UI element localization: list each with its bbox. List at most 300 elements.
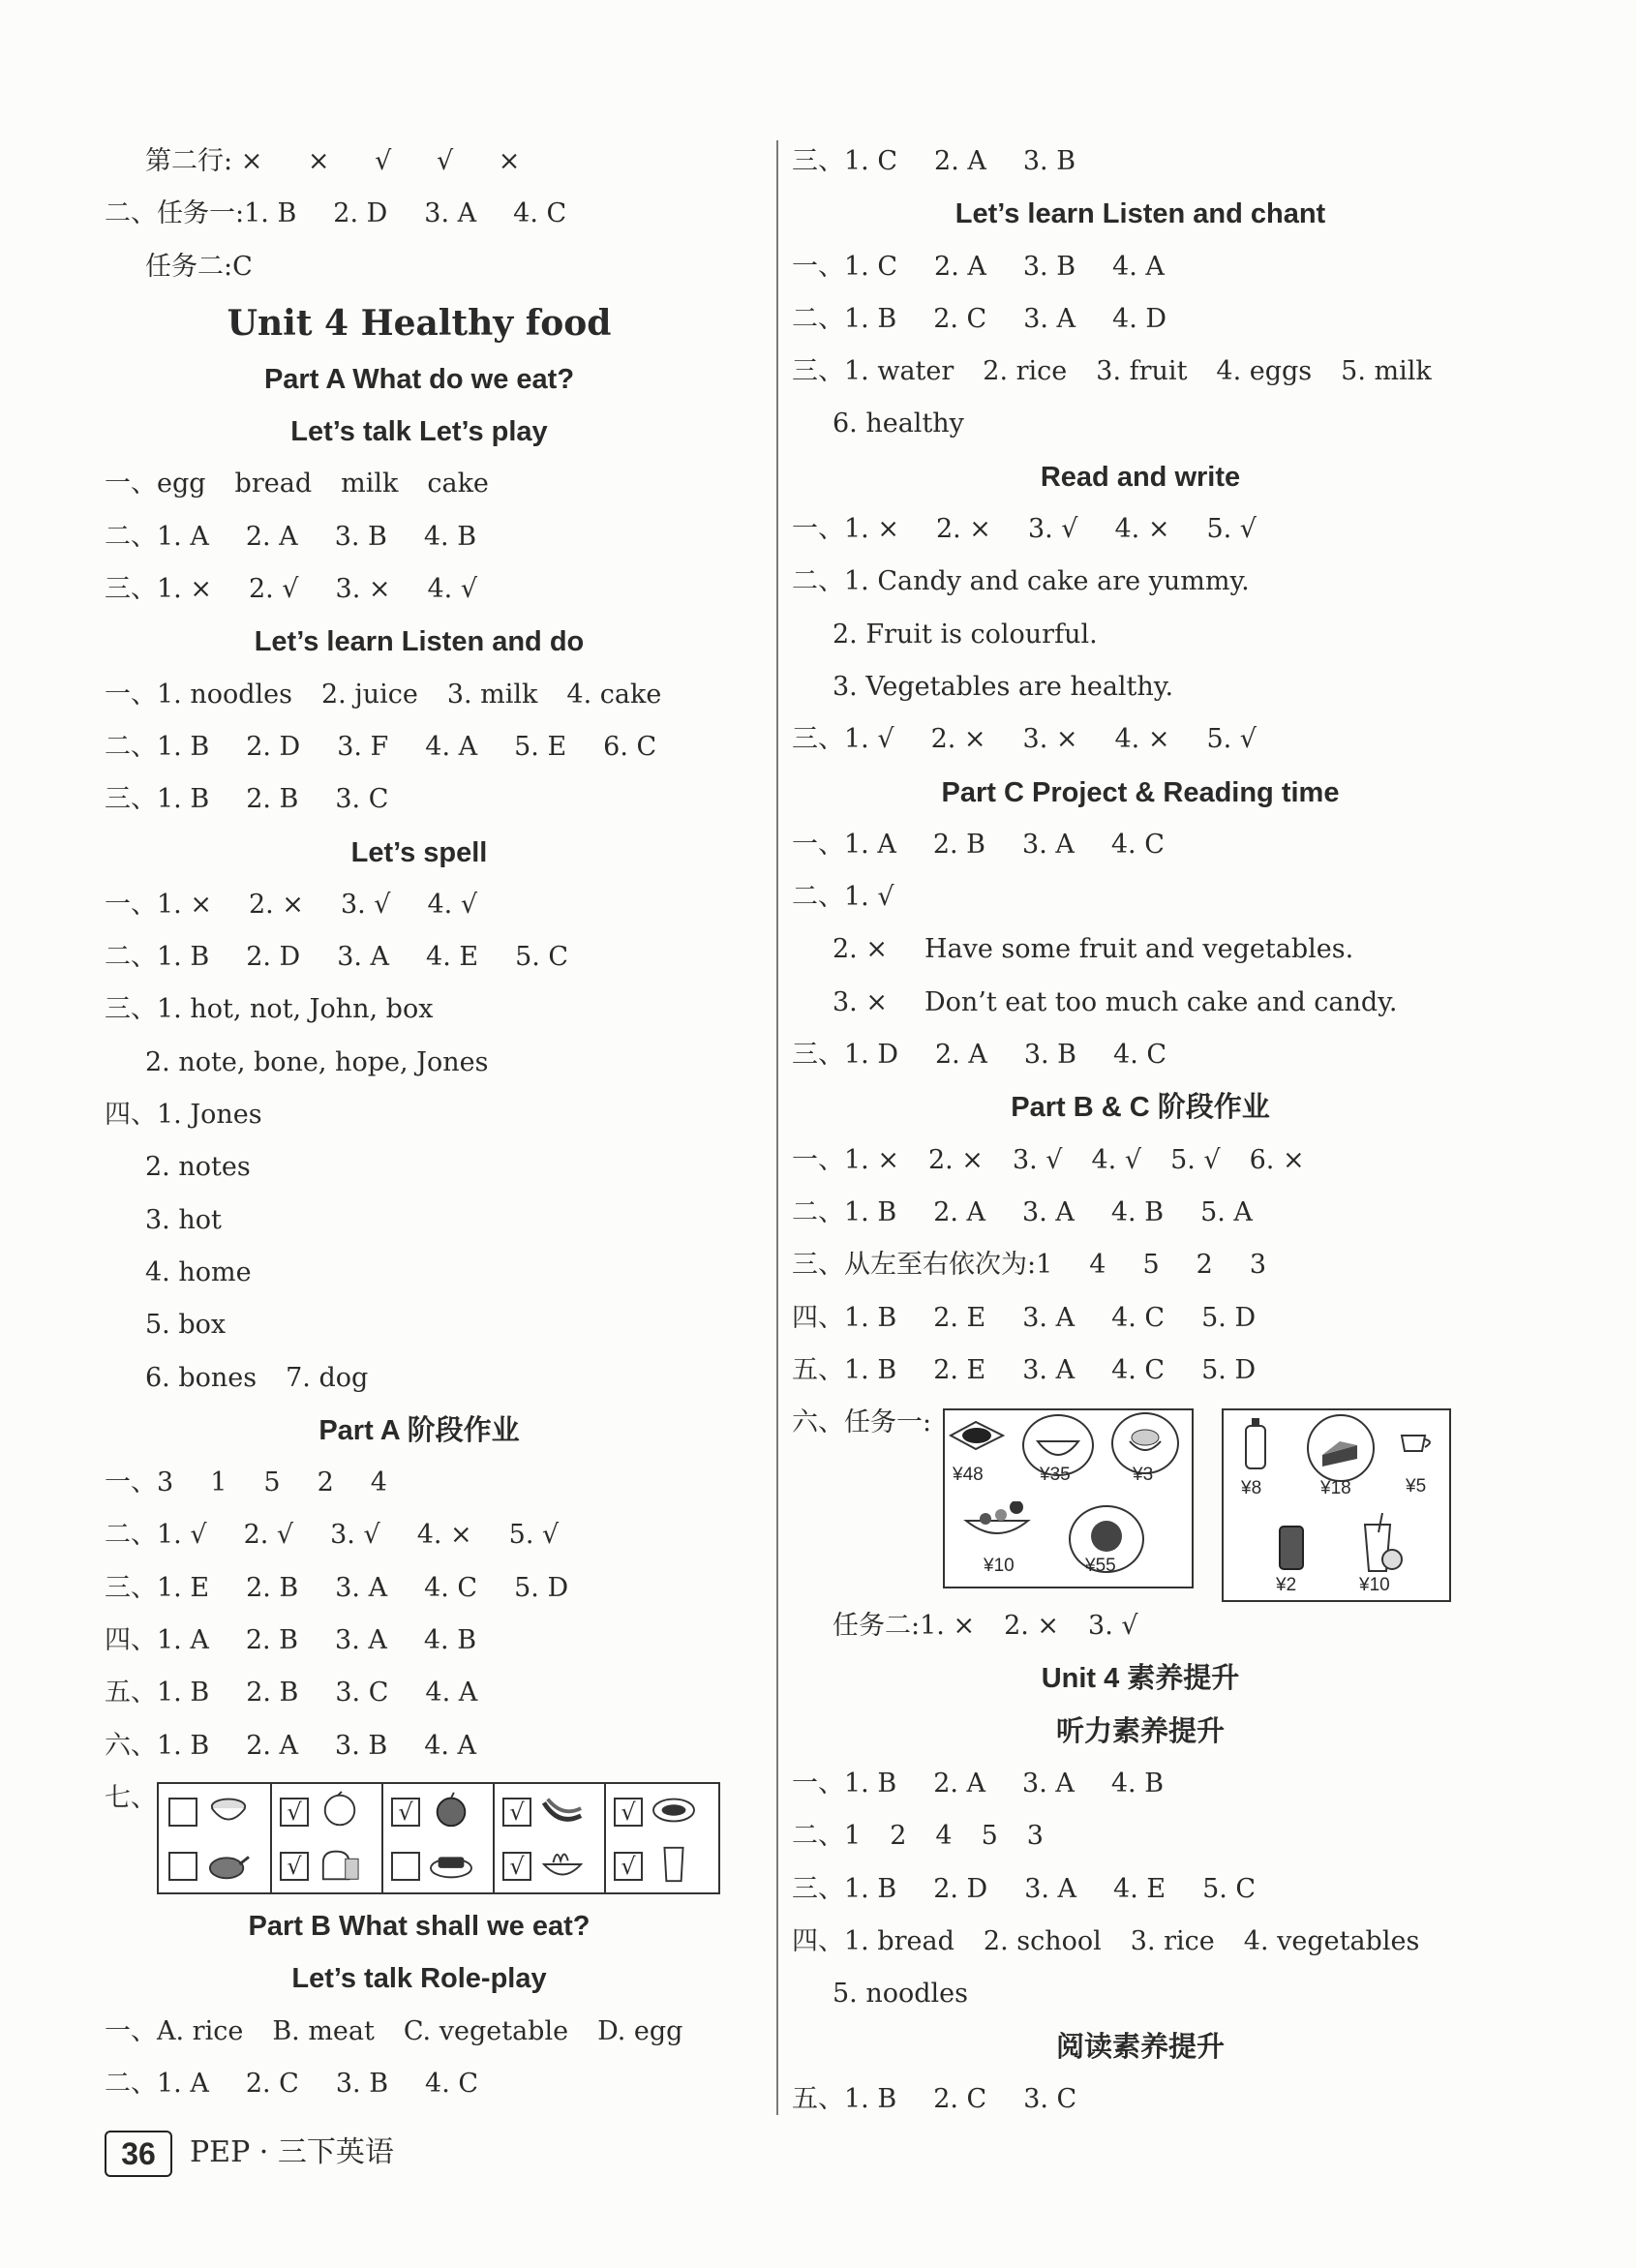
answer-line <box>792 293 1489 346</box>
answer-line: 二、1. Candy and cake are yummy. <box>792 566 1250 597</box>
left-column <box>105 136 734 2110</box>
question-number: 四、 <box>792 1302 844 1333</box>
answer-item: 5. √ <box>1170 1144 1221 1175</box>
answer-item: 3. √ <box>1012 1144 1063 1175</box>
answer-item: 2. × <box>935 514 991 545</box>
question-number: 二、 <box>105 942 157 973</box>
food-grid-cell <box>270 1784 381 1838</box>
answer-line: 四、1. Jones <box>105 1100 262 1131</box>
answer-line <box>792 1292 1489 1345</box>
checkbox <box>391 1852 420 1881</box>
answer-item: 2. A <box>935 1040 987 1071</box>
answer-line <box>792 503 1489 556</box>
answer-item: 1. B <box>844 1769 897 1799</box>
question-number: 任务二: <box>833 1611 921 1642</box>
answer-item: 4. × <box>416 1520 472 1551</box>
answer-item: 2. C <box>933 303 987 334</box>
answer-item: 2 <box>317 1467 334 1498</box>
answer-line <box>105 511 734 563</box>
food-grid-cell <box>604 1784 715 1838</box>
answer-item: 5. √ <box>508 1520 560 1551</box>
answer-item: 3. A <box>335 1572 388 1603</box>
answer-item: 5. √ <box>1206 514 1257 545</box>
answer-item: 1. D <box>844 1040 898 1071</box>
food-grid-cell <box>493 1784 604 1838</box>
answer-line: 2. × Have some fruit and vegetables. <box>833 934 1354 965</box>
answer-item: 2. juice <box>321 679 418 710</box>
answer-item: 6. C <box>603 731 657 762</box>
page-footer <box>105 2130 394 2176</box>
checkbox: √ <box>614 1798 643 1827</box>
question-number: 三、 <box>792 1040 844 1071</box>
answer-item: 3. milk <box>446 679 538 710</box>
answer-item: 3. A <box>1022 829 1075 860</box>
answer-item: 2. D <box>333 198 388 229</box>
checkbox: √ <box>391 1798 420 1827</box>
question-number: 三、 <box>792 146 844 176</box>
answer-item: 1. B <box>844 1302 897 1333</box>
answer-item: 2 <box>890 1821 907 1852</box>
question-number: 一、 <box>792 514 844 545</box>
answer-item: 4. E <box>1113 1873 1166 1904</box>
answer-line <box>792 241 1489 293</box>
question-number: 二、 <box>792 1821 844 1852</box>
question-number: 三、从左至右依次为: <box>792 1250 1037 1281</box>
answer-item: 5 <box>1142 1250 1160 1281</box>
answer-item: 3. C <box>335 784 389 815</box>
answer-item: 3. A <box>424 198 477 229</box>
answer-item: 4. eggs <box>1216 356 1313 387</box>
answer-item: 2. rice <box>983 356 1068 387</box>
answer-item: 4. × <box>1114 724 1170 755</box>
unit-title: Unit 4 Healthy food <box>227 302 612 344</box>
answer-item: 1. noodles <box>157 679 292 710</box>
checkbox <box>168 1852 197 1881</box>
question-number: 二、 <box>105 1520 157 1551</box>
question-number: 五、 <box>792 1354 844 1385</box>
answer-item: 2. × <box>248 889 304 920</box>
answer-item: 3. × <box>335 574 391 605</box>
answer-item: 1 <box>1036 1250 1053 1281</box>
answer-item: 2. D <box>246 942 301 973</box>
question-number: 四、 <box>792 1925 844 1956</box>
answer-item: 1. B <box>244 198 297 229</box>
answer-item: 3 <box>1026 1821 1044 1852</box>
answer-item: 3. B <box>1022 146 1076 176</box>
question-number: 六、 <box>105 1730 157 1761</box>
answer-item: 2. E <box>933 1354 986 1385</box>
answer-line <box>105 2058 734 2110</box>
answer-item: 4. B <box>423 1625 477 1656</box>
answer-item: 1. √ <box>157 1520 207 1551</box>
answer-item: 4. D <box>1112 303 1167 334</box>
question-number: 一、 <box>105 1467 157 1498</box>
answer-line <box>792 1239 1489 1291</box>
answer-line: 任务二:C <box>145 251 253 282</box>
answer-item: 2. A <box>246 1730 299 1761</box>
answer-item: 2. × <box>927 1144 984 1175</box>
section-heading: 阅读素养提升 <box>1055 2031 1225 2063</box>
checkbox: √ <box>280 1852 309 1881</box>
question-number: 一、 <box>792 1144 844 1175</box>
answer-item: 4. C <box>424 1572 478 1603</box>
question-number: 二、 <box>792 303 844 334</box>
answer-item: 1. B <box>157 731 210 762</box>
answer-item: 4. E <box>426 942 479 973</box>
answer-line: 二、1. √ <box>792 882 894 913</box>
answer-line <box>105 1562 734 1615</box>
answer-item: 1. E <box>157 1572 210 1603</box>
answer-item: 4. √ <box>1091 1144 1142 1175</box>
answer-item: 3. B <box>335 2068 389 2099</box>
answer-item: 1. B <box>844 303 897 334</box>
answer-item: 2. C <box>933 2083 987 2114</box>
answer-item: 4. B <box>423 521 477 552</box>
question-number: 一、 <box>792 1769 844 1799</box>
question-number: 一、 <box>105 469 157 499</box>
right-column <box>792 136 1489 2126</box>
answer-item: 2. A <box>245 521 298 552</box>
answer-item: 1. B <box>844 1354 897 1385</box>
question-number: 二、 <box>105 521 157 552</box>
answer-item: B. meat <box>272 2015 375 2046</box>
food-grid-cell <box>604 1838 715 1892</box>
answer-item: 2. × <box>930 724 986 755</box>
answer-line: 6. healthy <box>833 408 964 439</box>
answer-line <box>792 1029 1489 1081</box>
answer-item: 3. A <box>1022 1302 1076 1333</box>
answer-line: 5. noodles <box>833 1979 968 2010</box>
answer-item: 3. A <box>337 942 390 973</box>
answer-line <box>105 721 734 773</box>
answer-line: 三、1. hot, not, John, box <box>105 994 434 1025</box>
answer-item: 1. C <box>844 251 898 282</box>
answer-item: 3. √ <box>1088 1611 1138 1642</box>
answer-item: 2. B <box>245 1625 299 1656</box>
answer-item: 6. × <box>1249 1144 1305 1175</box>
answer-item: 3. A <box>1022 1354 1076 1385</box>
answer-item: 3. × <box>1022 724 1078 755</box>
answer-line <box>792 1916 1489 1968</box>
answer-item: 2. A <box>933 1769 986 1799</box>
section-heading: Unit 4 素养提升 <box>1041 1663 1240 1695</box>
column-divider <box>776 140 778 2115</box>
question-number: 三、 <box>105 574 157 605</box>
answer-line <box>792 1758 1489 1810</box>
book-label: PEP · 三下英语 <box>190 2135 394 2169</box>
answer-item: 1. bread <box>844 1925 954 1956</box>
answer-item: 5. C <box>1202 1873 1257 1904</box>
menu-box-drink: ¥8 ¥18 ¥5 ¥2 ¥10 <box>1222 1408 1451 1602</box>
answer-item: 5. E <box>514 731 567 762</box>
menu-task-row: 六、任务一: ¥48 ¥35 ¥3 ¥10 ¥55 ¥8 ¥18 ¥5 ¥2 ¥10 <box>792 1397 1489 1600</box>
answer-line <box>792 1810 1489 1862</box>
answer-item: 2. × <box>1004 1611 1060 1642</box>
food-grid-cell <box>270 1838 381 1892</box>
answer-item: 1. A <box>157 521 209 552</box>
answer-line: 5. box <box>145 1310 227 1341</box>
answer-item: 1. × <box>844 514 899 545</box>
answer-item: 1. A <box>157 2068 209 2099</box>
answer-item: 2. C <box>245 2068 299 2099</box>
answer-item: bread <box>234 469 313 499</box>
question-number: 一、 <box>105 2015 157 2046</box>
food-grid-cell <box>159 1838 270 1892</box>
answer-line <box>792 1345 1489 1397</box>
noodle-dish-icon <box>949 1416 1005 1455</box>
answer-item: 3. F <box>337 731 389 762</box>
answer-item: 1. × <box>844 1144 899 1175</box>
answer-item: 1. B <box>844 1196 897 1227</box>
answer-item: 2. B <box>932 829 986 860</box>
answer-line: 4. home <box>145 1256 252 1287</box>
answer-line: 2. notes <box>145 1152 251 1183</box>
answer-item: 1 <box>844 1821 862 1852</box>
answer-line: 2. Fruit is colourful. <box>833 619 1098 650</box>
answer-item: 4. B <box>1110 1196 1165 1227</box>
answer-item: 4. C <box>1111 1302 1166 1333</box>
answer-item: 4. C <box>1113 1040 1167 1071</box>
answer-item: 1. C <box>844 146 898 176</box>
menu-box-food: ¥48 ¥35 ¥3 ¥10 ¥55 <box>943 1408 1194 1588</box>
answer-line <box>105 1509 734 1561</box>
answer-item: 3. A <box>1022 1196 1075 1227</box>
bread-icon <box>317 1844 363 1885</box>
answer-item: 5. milk <box>1341 356 1432 387</box>
orange-icon <box>317 1790 363 1830</box>
answer-line <box>105 563 734 616</box>
question-number: 二、 <box>105 731 157 762</box>
answer-item: 3. B <box>1022 251 1076 282</box>
answer-item: 4. C <box>1110 829 1165 860</box>
meat-plate-icon <box>428 1844 474 1885</box>
answer-item: 3. B <box>1023 1040 1077 1071</box>
answer-item: 2. √ <box>243 1520 294 1551</box>
answer-line <box>105 773 734 826</box>
section-heading: Let’s talk Let’s play <box>290 416 548 448</box>
answer-line: 2. note, bone, hope, Jones <box>145 1046 489 1077</box>
answer-item: 4. √ <box>427 574 478 605</box>
answer-line: 6. bones 7. dog <box>145 1362 369 1393</box>
answer-item: 5. A <box>1200 1196 1253 1227</box>
section-heading: Part A 阶段作业 <box>318 1414 520 1446</box>
checkbox: √ <box>502 1798 531 1827</box>
answer-item: 3. B <box>334 521 387 552</box>
food-grid-row: 七、 √ √ √ √ √ √ √ <box>105 1772 734 1900</box>
answer-item: 1. √ <box>844 724 894 755</box>
answer-line <box>105 2006 734 2058</box>
answer-item: 2. A <box>933 1196 986 1227</box>
answer-item: D. egg <box>597 2015 683 2046</box>
section-heading: Part B & C 阶段作业 <box>1011 1092 1270 1124</box>
answer-item: 5 <box>981 1821 998 1852</box>
answer-item: 1. × <box>920 1611 976 1642</box>
answer-item: 3. √ <box>340 889 391 920</box>
checkbox: √ <box>614 1852 643 1881</box>
cola-can-icon <box>1278 1525 1305 1571</box>
section-heading: Part A What do we eat? <box>263 363 575 395</box>
answer-item: 4. A <box>425 1678 478 1709</box>
answer-item: 1. A <box>844 829 896 860</box>
question-number: 三、 <box>792 356 844 387</box>
answer-item: A. rice <box>157 2015 244 2046</box>
answer-item: 2. school <box>983 1925 1102 1956</box>
answer-line <box>792 819 1489 871</box>
question-number: 一、 <box>792 251 844 282</box>
roast-chicken-icon <box>205 1844 252 1885</box>
answer-line <box>792 1187 1489 1239</box>
answer-item: 3. A <box>335 1625 387 1656</box>
answer-item: 2. A <box>934 146 986 176</box>
answer-item: 3. √ <box>1027 514 1078 545</box>
answer-item: 3. C <box>1023 2083 1077 2114</box>
answer-line <box>792 346 1489 398</box>
answer-item: 2 <box>1196 1250 1213 1281</box>
milk-glass-icon <box>651 1844 697 1885</box>
answer-item: 5 <box>263 1467 281 1498</box>
answer-item: 5. D <box>1201 1302 1257 1333</box>
answer-item: 1. B <box>157 942 210 973</box>
answer-item: 4. C <box>1111 1354 1166 1385</box>
answer-line <box>105 1457 734 1509</box>
page-number: 36 <box>105 2131 172 2177</box>
answer-item: cake <box>427 469 489 499</box>
answer-item: 1 <box>210 1467 227 1498</box>
answer-line <box>105 1667 734 1719</box>
answer-item: 2. A <box>934 251 986 282</box>
answer-item: 4. A <box>1112 251 1165 282</box>
section-heading: Let’s learn Listen and do <box>254 626 585 658</box>
answer-item: 3. √ <box>330 1520 380 1551</box>
answer-item: 3. C <box>335 1678 389 1709</box>
answer-line <box>105 458 734 510</box>
answer-item: 4 <box>370 1467 387 1498</box>
question-number: 一、 <box>105 679 157 710</box>
answer-item: 1. × <box>157 889 212 920</box>
answer-item: 4 <box>1089 1250 1106 1281</box>
answer-line <box>105 931 734 983</box>
answer-item: 1. B <box>157 1730 210 1761</box>
fish-plate-icon <box>651 1790 697 1830</box>
answer-item: 2. √ <box>248 574 299 605</box>
answer-item: 4 <box>935 1821 953 1852</box>
food-grid-cell <box>381 1838 493 1892</box>
answer-item: 1. water <box>844 356 954 387</box>
answer-line <box>792 1134 1489 1187</box>
answer-line <box>105 669 734 721</box>
answer-line: 3. Vegetables are healthy. <box>833 671 1174 702</box>
question-number: 四、 <box>105 1625 157 1656</box>
question-number: 二、任务一: <box>105 198 245 229</box>
section-heading: Let’s talk Role-play <box>291 1963 547 1995</box>
noodles-icon <box>539 1844 586 1885</box>
bananas-icon <box>539 1790 586 1830</box>
answer-item: 3. A <box>1022 1769 1075 1799</box>
question-number: 二、 <box>792 1196 844 1227</box>
checkbox: √ <box>502 1852 531 1881</box>
question-number: 二、 <box>105 2068 157 2099</box>
water-bottle-icon <box>1243 1418 1268 1470</box>
section-heading: Let’s spell <box>350 836 488 868</box>
answer-line: 3. × Don’t eat too much cake and candy. <box>833 986 1398 1017</box>
section-heading: Part C Project & Reading time <box>941 776 1340 808</box>
answer-item: 5. D <box>1201 1354 1257 1385</box>
answer-item: 2. D <box>246 731 301 762</box>
answer-line <box>105 1720 734 1772</box>
food-grid-cell <box>159 1784 270 1838</box>
answer-item: 3 <box>1249 1250 1267 1281</box>
answer-line <box>105 1615 734 1667</box>
answer-item: 4. A <box>424 1730 477 1761</box>
answer-item: milk <box>341 469 399 499</box>
answer-item: 4. × <box>1114 514 1170 545</box>
answer-line <box>792 2073 1489 2126</box>
answer-item: 2. B <box>246 784 299 815</box>
answer-line: 第二行: × × √ √ × <box>145 146 521 176</box>
question-number: 三、 <box>792 1873 844 1904</box>
answer-item: 5. D <box>514 1572 569 1603</box>
apple-icon <box>428 1790 474 1830</box>
answer-line: 3. hot <box>145 1204 222 1235</box>
answer-item: egg <box>157 469 206 499</box>
answer-item: 1. × <box>157 574 212 605</box>
answer-item: 3. A <box>1024 1873 1077 1904</box>
answer-item: 4. cake <box>566 679 662 710</box>
answer-item: 3. fruit <box>1096 356 1188 387</box>
section-heading: Part B What shall we eat? <box>248 1910 591 1942</box>
checkbox <box>168 1798 197 1827</box>
question-number: 五、 <box>792 2083 844 2114</box>
section-heading: Read and write <box>1040 461 1241 493</box>
answer-item: 4. √ <box>427 889 478 920</box>
rice-bowl-icon <box>205 1790 252 1830</box>
answer-item: 3. rice <box>1130 1925 1215 1956</box>
food-grid-cell <box>381 1784 493 1838</box>
answer-line <box>792 1863 1489 1916</box>
answer-item: 4. C <box>513 198 567 229</box>
question-number: 三、 <box>105 784 157 815</box>
answer-item: 3. B <box>335 1730 388 1761</box>
answer-item: 2. E <box>933 1302 986 1333</box>
answer-item: 1. B <box>157 784 210 815</box>
section-heading: Let’s learn Listen and chant <box>954 198 1326 230</box>
answer-line <box>105 879 734 931</box>
answer-line <box>792 136 1489 188</box>
question-number: 一、 <box>105 889 157 920</box>
answer-item: C. vegetable <box>403 2015 569 2046</box>
cake-icon <box>1307 1414 1375 1482</box>
answer-item: 3 <box>157 1467 174 1498</box>
food-grid-cell <box>493 1838 604 1892</box>
lemonade-glass-icon <box>1357 1513 1409 1575</box>
answer-item: 2. B <box>246 1572 299 1603</box>
answer-line <box>105 188 734 240</box>
answer-item: 1. A <box>157 1625 209 1656</box>
checkbox: √ <box>280 1798 309 1827</box>
answer-item: 4. A <box>425 731 478 762</box>
answer-item: 5. C <box>515 942 569 973</box>
question-number: 三、 <box>105 1572 157 1603</box>
question-number: 三、 <box>792 724 844 755</box>
answer-item: 3. A <box>1023 303 1076 334</box>
question-number: 五、 <box>105 1678 157 1709</box>
question-number: 一、 <box>792 829 844 860</box>
answer-item: 4. B <box>1110 1769 1165 1799</box>
answer-item: 1. B <box>844 2083 897 2114</box>
answer-line <box>792 713 1489 766</box>
answer-item: 2. D <box>933 1873 988 1904</box>
section-heading: 听力素养提升 <box>1055 1715 1225 1747</box>
